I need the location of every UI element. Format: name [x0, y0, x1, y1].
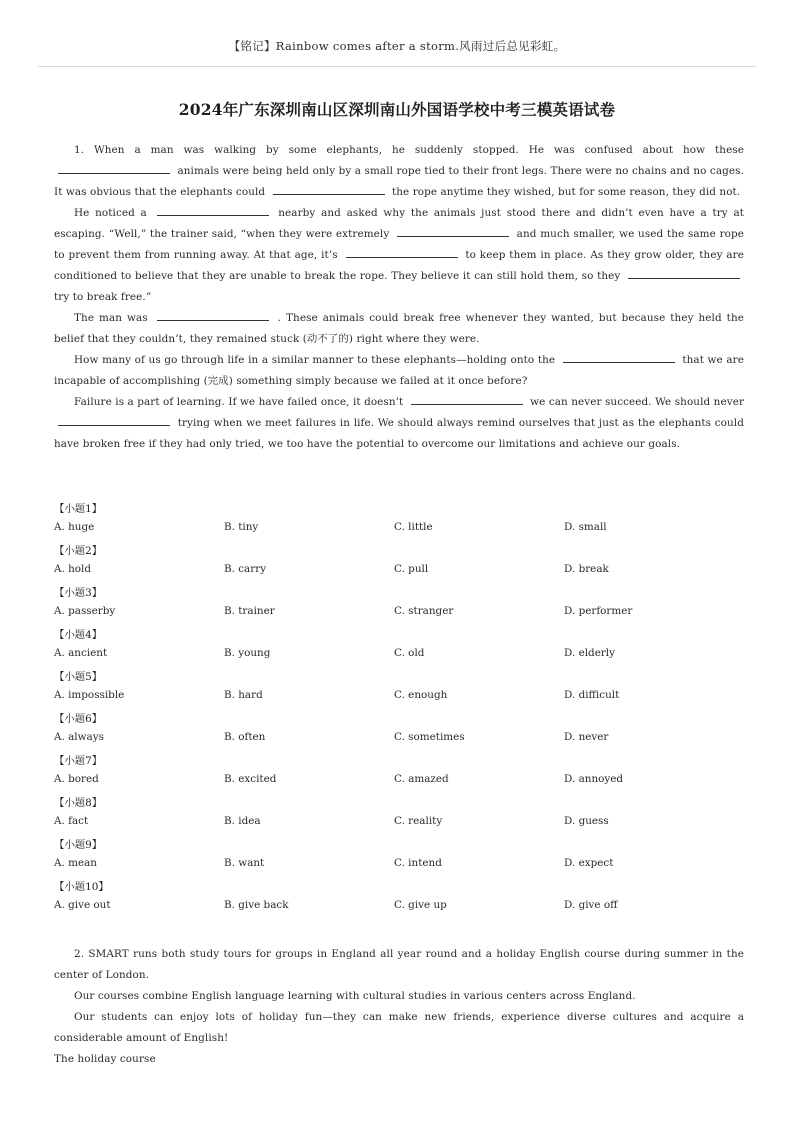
option-d[interactable]: D. break [564, 563, 609, 575]
question-item [54, 496, 754, 538]
option-a[interactable]: A. fact [54, 815, 89, 827]
answer-blank-10[interactable] [58, 413, 170, 426]
passage-2-paragraph-3: Our students can enjoy lots of holiday fun—they can make new friends, experience diverse cultures and acquire a considerable amount of English! [54, 1011, 744, 1044]
option-c[interactable]: C. amazed [394, 773, 449, 785]
question-item [54, 748, 754, 790]
option-c[interactable]: C. sometimes [394, 731, 465, 743]
question-item [54, 538, 754, 580]
option-b[interactable]: B. trainer [224, 605, 275, 617]
option-c[interactable]: C. reality [394, 815, 443, 827]
option-b[interactable]: B. idea [224, 815, 261, 827]
option-a[interactable]: A. ancient [54, 647, 108, 659]
question-label: 【小题2】 [54, 545, 103, 557]
question-item [54, 664, 754, 706]
option-c[interactable]: C. give up [394, 899, 447, 911]
option-d[interactable]: D. never [564, 731, 609, 743]
answer-blank-9[interactable] [411, 392, 523, 405]
option-b[interactable]: B. excited [224, 773, 277, 785]
question-item [54, 580, 754, 622]
question-item [54, 874, 754, 916]
option-b[interactable]: B. carry [224, 563, 267, 575]
option-b[interactable]: B. give back [224, 899, 289, 911]
option-d[interactable]: D. difficult [564, 689, 620, 701]
question-label: 【小题5】 [54, 671, 103, 683]
answer-blank-3[interactable] [157, 203, 269, 216]
option-b[interactable]: B. want [224, 857, 265, 869]
passage-1 [54, 140, 744, 455]
option-a[interactable]: A. mean [54, 857, 97, 869]
question-label: 【小题9】 [54, 839, 103, 851]
option-c[interactable]: C. old [394, 647, 425, 659]
option-d[interactable]: D. performer [564, 605, 633, 617]
page-header-motto: 【铭记】Rainbow comes after a storm.风雨过后总见彩虹。 [228, 39, 566, 53]
question-item [54, 790, 754, 832]
question-list [54, 496, 754, 916]
passage-2 [54, 944, 744, 1070]
question-label: 【小题7】 [54, 755, 103, 767]
question-label: 【小题8】 [54, 797, 103, 809]
answer-blank-5[interactable] [346, 245, 458, 258]
question-label: 【小题6】 [54, 713, 103, 725]
passage-2-paragraph-2: Our courses combine English language learning with cultural studies in various centers across England. [74, 990, 636, 1002]
option-a[interactable]: A. impossible [54, 689, 125, 701]
question-item [54, 622, 754, 664]
header-divider [38, 66, 756, 67]
question-label: 【小题10】 [54, 881, 109, 893]
answer-blank-1[interactable] [58, 161, 170, 174]
answer-blank-4[interactable] [397, 224, 509, 237]
page-title: 2024年广东深圳南山区深圳南山外国语学校中考三模英语试卷 [178, 100, 616, 119]
option-c[interactable]: C. enough [394, 689, 448, 701]
answer-blank-2[interactable] [273, 182, 385, 195]
option-b[interactable]: B. young [224, 647, 271, 659]
question-item [54, 706, 754, 748]
passage-1-paragraph-1: 1. When a man was walking by some elephants, he suddenly stopped. He was confused about how these animals were being held only by a small rope tied to their front legs. There were no chains and no cages. It was obvious that the elephants could the rope anytime they wished, but for some reason, they did not. [54, 144, 744, 198]
option-c[interactable]: C. intend [394, 857, 442, 869]
option-d[interactable]: D. expect [564, 857, 614, 869]
question-label: 【小题4】 [54, 629, 103, 641]
passage-1-paragraph-2: He noticed a nearby and asked why the animals just stood there and didn’t even have a try at escaping. “Well,” the trainer said, “when they were extremely and much smaller, we used the same rope to prevent them from running away. At that age, it’s to keep them in place. As they grow older, they are conditioned to believe that they are unable to break the rope. They believe it can still hold them, so they try to break free.” [54, 203, 744, 308]
question-label: 【小题3】 [54, 587, 103, 599]
passage-1-paragraph-5: Failure is a part of learning. If we have failed once, it doesn’t we can never succeed. We should never trying when we meet failures in life. We should always remind ourselves that just as the elephants could have broken free if they had only tried, we too have the potential to overcome our limitations and achieve our goals. [54, 392, 744, 455]
option-d[interactable]: D. give off [564, 899, 618, 911]
option-d[interactable]: D. elderly [564, 647, 615, 659]
option-a[interactable]: A. always [54, 731, 104, 743]
passage-2-subheading: The holiday course [54, 1053, 156, 1065]
option-d[interactable]: D. small [564, 521, 607, 533]
passage-1-paragraph-3: The man was . These animals could break free whenever they wanted, but because they held the belief that they couldn’t, they remained stuck (动不了的) right where they were. [54, 308, 744, 350]
answer-blank-7[interactable] [157, 308, 269, 321]
option-c[interactable]: C. pull [394, 563, 429, 575]
option-a[interactable]: A. give out [54, 899, 111, 911]
option-b[interactable]: B. hard [224, 689, 263, 701]
answer-blank-6[interactable] [628, 266, 740, 279]
question-label: 【小题1】 [54, 503, 103, 515]
option-c[interactable]: C. stranger [394, 605, 454, 617]
option-a[interactable]: A. bored [54, 773, 99, 785]
option-a[interactable]: A. hold [54, 563, 92, 575]
question-item [54, 832, 754, 874]
option-b[interactable]: B. often [224, 731, 266, 743]
answer-blank-8[interactable] [563, 350, 675, 363]
option-a[interactable]: A. passerby [54, 605, 116, 617]
option-a[interactable]: A. huge [54, 521, 95, 533]
passage-2-paragraph-1: 2. SMART runs both study tours for groups in England all year round and a holiday English course during summer in the center of London. [54, 948, 744, 981]
option-d[interactable]: D. annoyed [564, 773, 624, 785]
option-c[interactable]: C. little [394, 521, 433, 533]
option-b[interactable]: B. tiny [224, 521, 259, 533]
option-d[interactable]: D. guess [564, 815, 609, 827]
passage-1-paragraph-4: How many of us go through life in a similar manner to these elephants—holding onto the that we are incapable of accomplishing (完成) something simply because we failed at it once before? [54, 350, 744, 392]
